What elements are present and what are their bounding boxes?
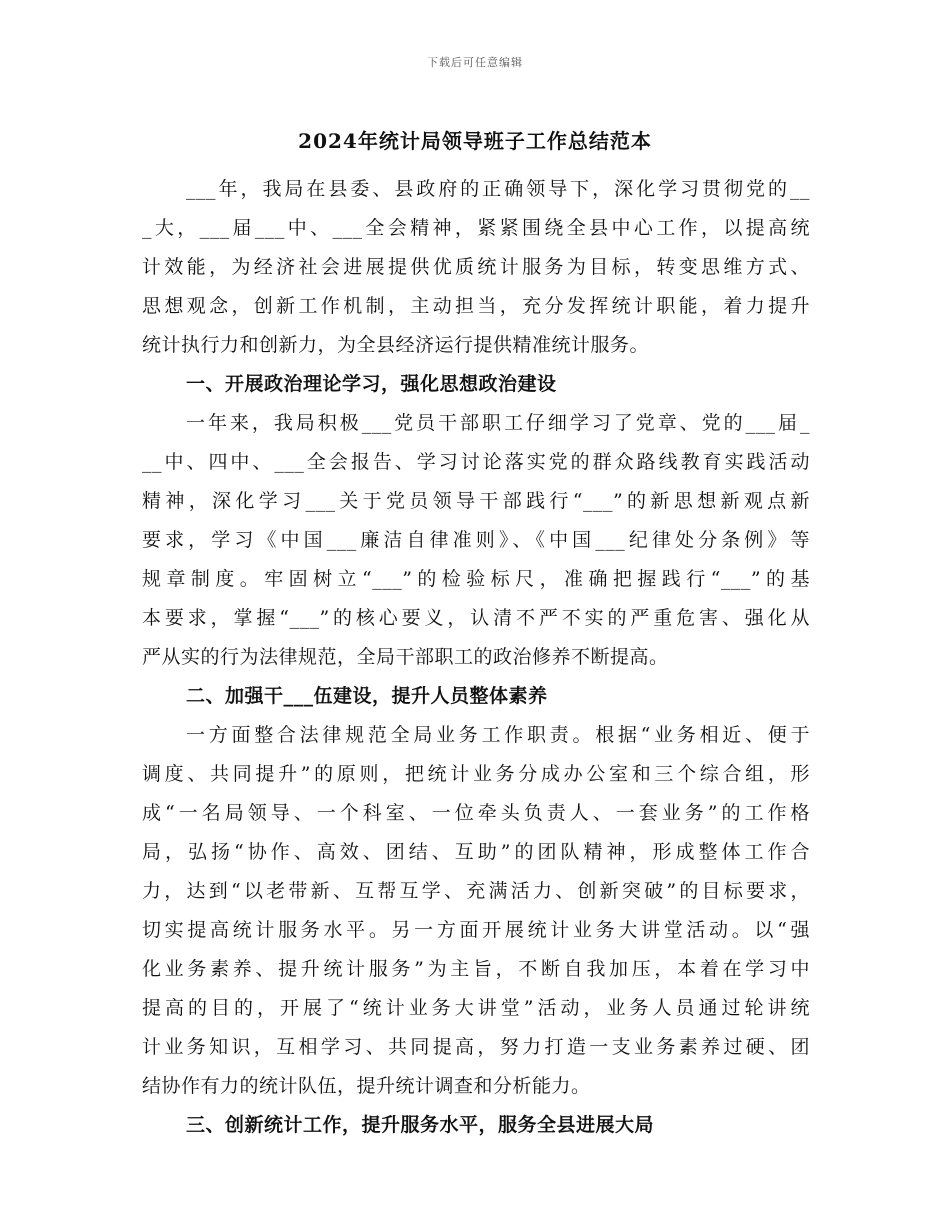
paragraph-line: 局，弘扬“协作、高效、团结、互助”的团队精神，形成整体工作合	[142, 841, 810, 863]
heading-text: 一、开展政治理论学习，强化思想政治建设	[186, 373, 557, 395]
paragraph	[142, 170, 810, 365]
heading-text: 二、加强干___伍建设，提升人员整体素养	[186, 685, 548, 707]
paragraph-line: 严从实的行为法律规范，全局干部职工的政治修养不断提高。	[142, 646, 669, 668]
paragraph-line: 精神，深化学习___关于党员领导干部践行“___”的新思想新观点新	[142, 490, 810, 512]
paragraph-line: 一年来，我局积极___党员干部职工仔细学习了党章、党的___届_	[186, 412, 810, 434]
paragraph-line: __中、四中、___全会报告、学习讨论落实党的群众路线教育实践活动	[142, 451, 810, 473]
paragraph-line: 计业务知识，互相学习、共同提高，努力打造一支业务素养过硬、团	[142, 1036, 810, 1058]
heading-text: 三、创新统计工作，提升服务水平，服务全县进展大局	[186, 1114, 655, 1136]
section-heading	[142, 1106, 810, 1145]
paragraph-line: 本要求，掌握“___”的核心要义，认清不严不实的严重危害、强化从	[142, 607, 810, 629]
paragraph	[142, 716, 810, 1106]
section-heading	[142, 677, 810, 716]
paragraph-line: 结协作有力的统计队伍，提升统计调查和分析能力。	[142, 1075, 591, 1097]
paragraph-line: 调度、共同提升”的原则，把统计业务分成办公室和三个综合组，形	[142, 763, 810, 785]
document-body	[142, 170, 810, 1145]
paragraph-line: 提高的目的，开展了“统计业务大讲堂”活动，业务人员通过轮讲统	[142, 997, 810, 1019]
paragraph-line: 力，达到“以老带新、互帮互学、充满活力、创新突破”的目标要求，	[142, 880, 810, 902]
section-heading	[142, 365, 810, 404]
paragraph-line: 要求，学习《中国___廉洁自律准则》、《中国___纪律处分条例》等	[142, 529, 810, 551]
paragraph-line: 思想观念，创新工作机制，主动担当，充分发挥统计职能，着力提升	[142, 295, 810, 317]
paragraph-line: 统计执行力和创新力，为全县经济运行提供精准统计服务。	[142, 334, 650, 356]
paragraph-line: 计效能，为经济社会进展提供优质统计服务为目标，转变思维方式、	[142, 256, 810, 278]
paragraph-line: 切实提高统计服务水平。另一方面开展统计业务大讲堂活动。以“强	[142, 919, 810, 941]
paragraph-line: 化业务素养、提升统计服务”为主旨，不断自我加压，本着在学习中	[142, 958, 810, 980]
document-title: 2024年统计局领导班子工作总结范本	[298, 129, 652, 153]
paragraph-line: _大，___届___中、___全会精神，紧紧围绕全县中心工作，以提高统	[142, 217, 810, 239]
paragraph-line: ___年，我局在县委、县政府的正确领导下，深化学习贯彻党的__	[186, 178, 810, 200]
paragraph	[142, 404, 810, 677]
header-note: 下载后可任意编辑	[427, 56, 523, 69]
paragraph-line: 成“一名局领导、一个科室、一位牵头负责人、一套业务”的工作格	[142, 802, 810, 824]
paragraph-line: 规章制度。牢固树立“___”的检验标尺，准确把握践行“___”的基	[142, 568, 810, 590]
paragraph-line: 一方面整合法律规范全局业务工作职责。根据“业务相近、便于	[186, 724, 810, 746]
